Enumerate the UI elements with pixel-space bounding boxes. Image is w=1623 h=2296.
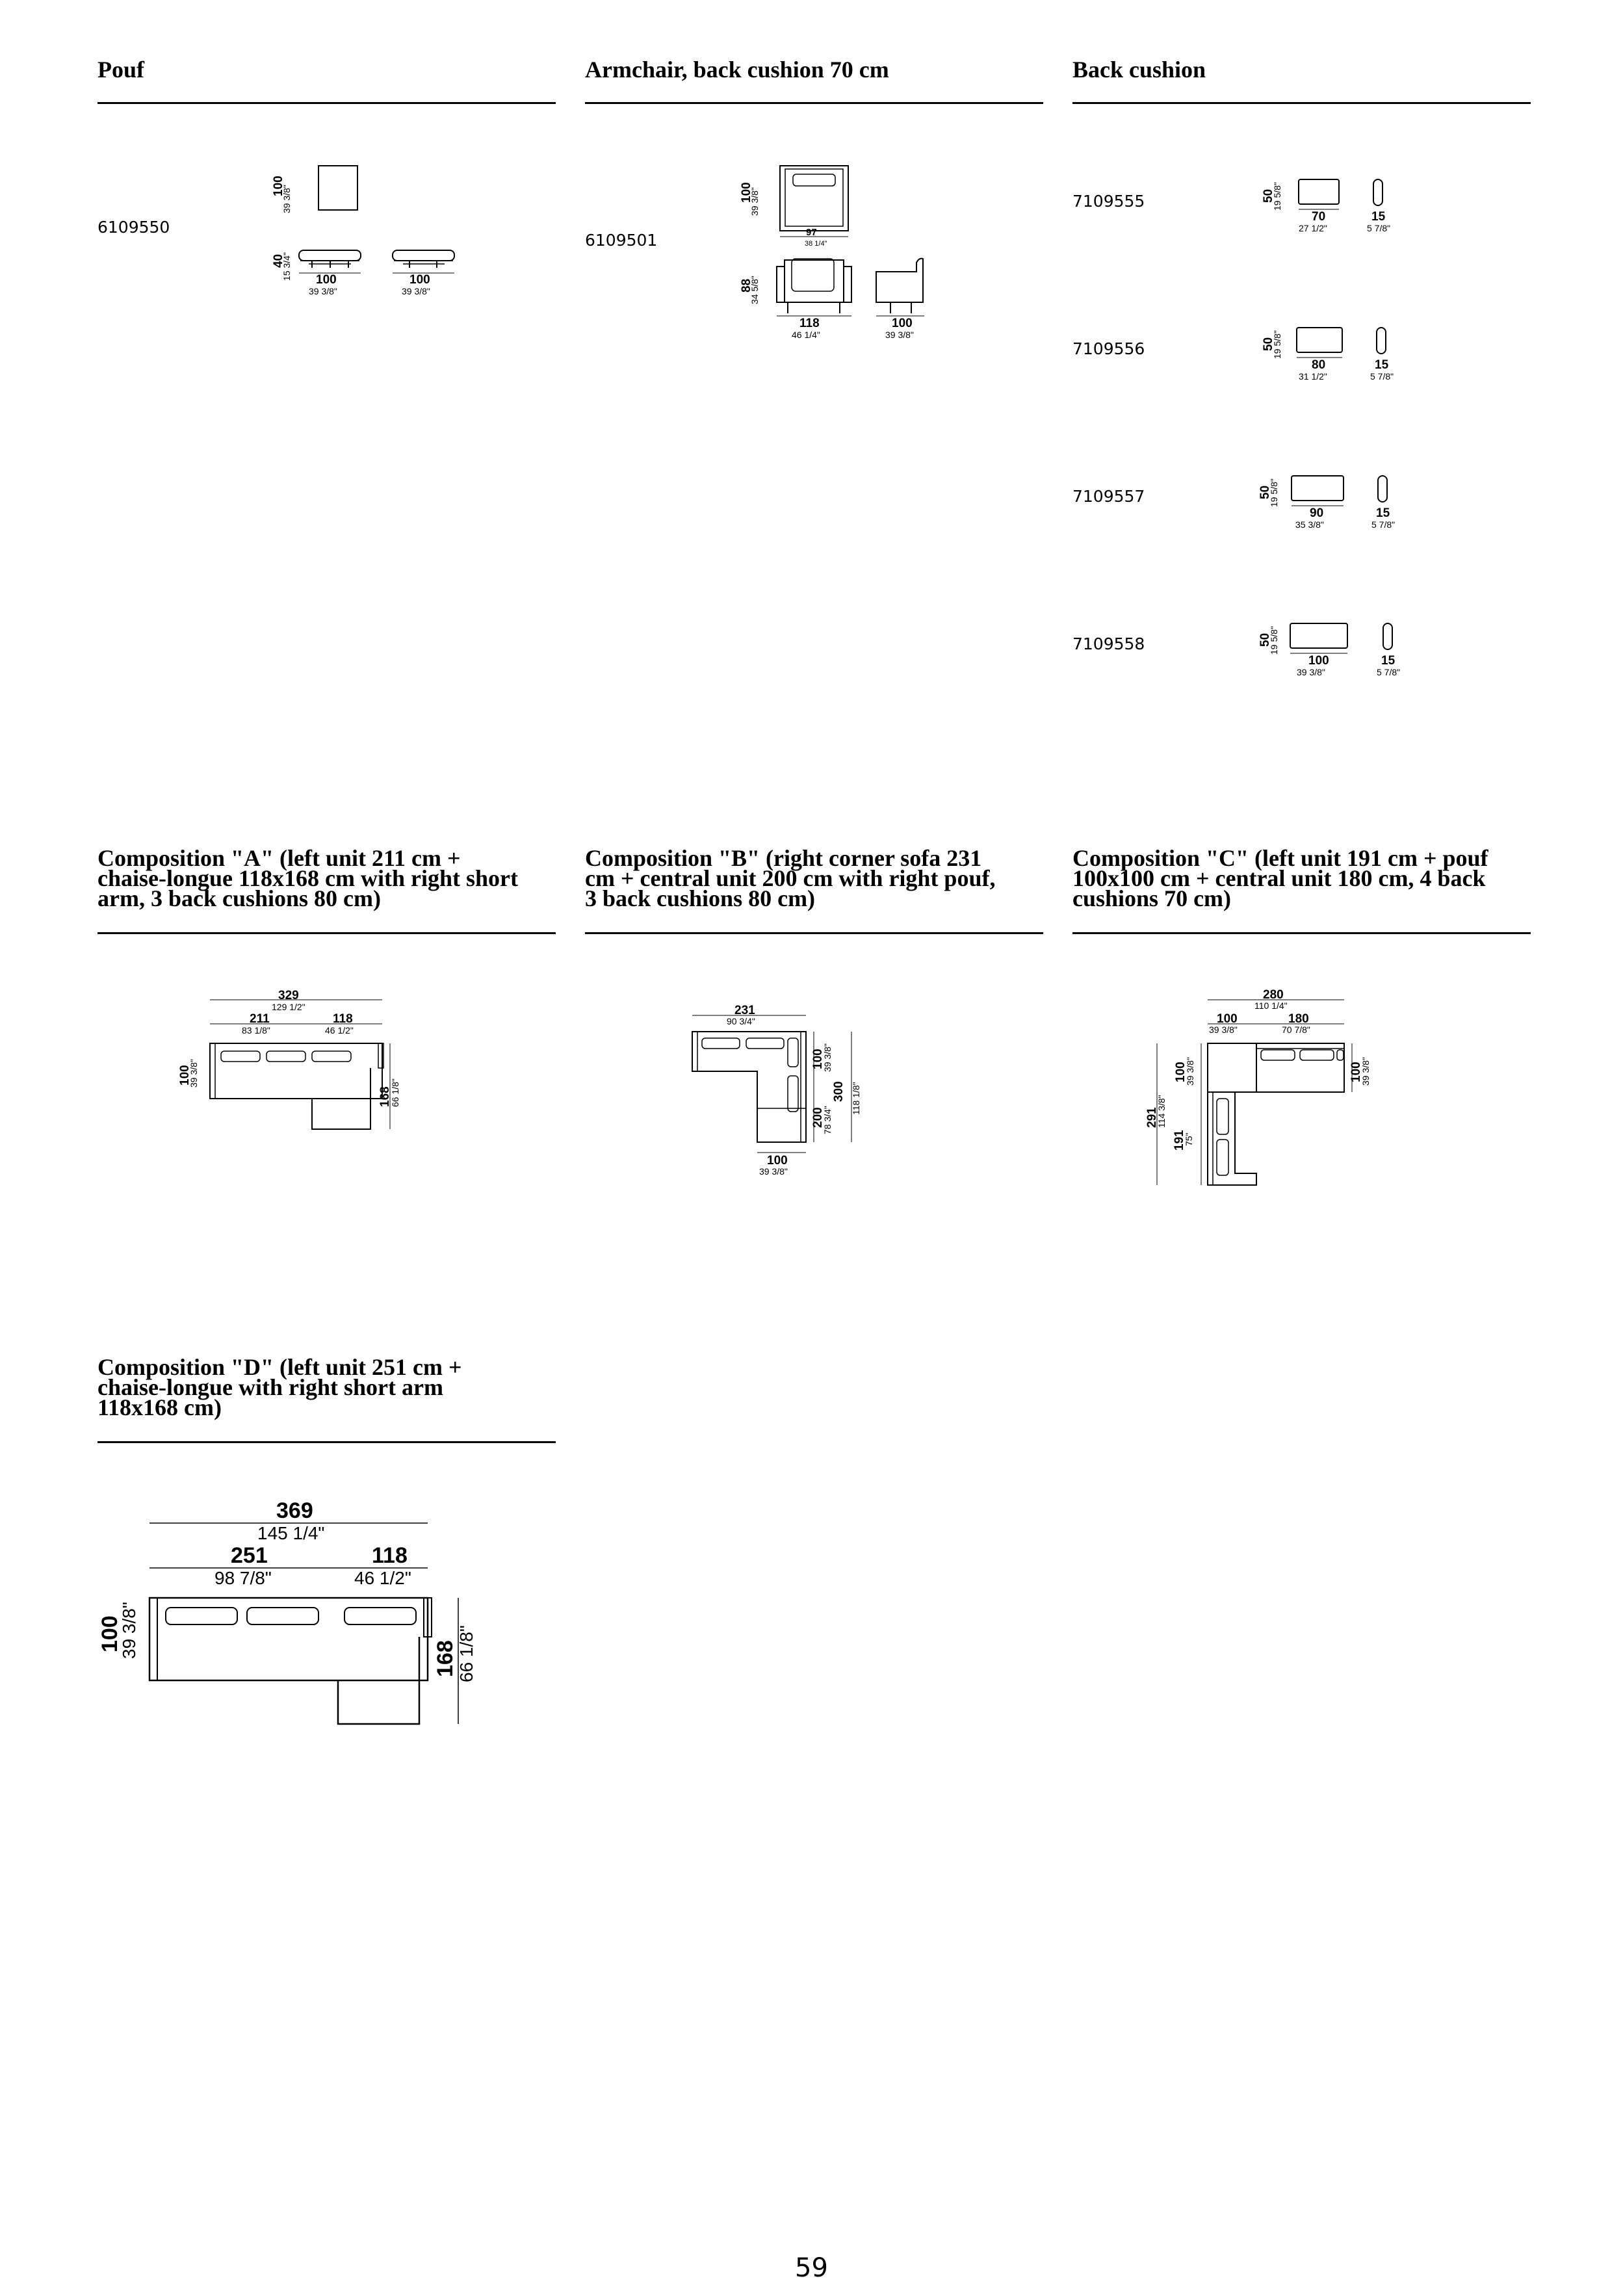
svg-text:5 7/8": 5 7/8" [1367,223,1391,233]
product-code: 7109558 [1072,634,1145,653]
svg-text:145 1/4": 145 1/4" [257,1523,325,1543]
section-title-composition-b: Composition "B" (right corner sofa 231 cm + central unit 200 cm with right pouf, 3 back cushions 80 cm) [585,845,996,911]
section-title-armchair: Armchair, back cushion 70 cm [585,57,889,83]
svg-text:191: 191 [1173,1130,1186,1151]
svg-text:50: 50 [1258,633,1272,647]
svg-text:70: 70 [1312,210,1326,224]
svg-text:211: 211 [250,1012,270,1026]
dim-inch: 15 3/4" [281,252,292,281]
svg-text:46 1/2": 46 1/2" [325,1025,354,1036]
composition-a-drawing [169,978,416,1154]
svg-text:83 1/8": 83 1/8" [242,1025,270,1036]
section-rule [1072,932,1531,934]
product-code: 6109550 [97,218,170,237]
svg-text:90: 90 [1310,506,1324,520]
svg-text:118 1/8": 118 1/8" [851,1082,861,1115]
svg-text:98 7/8": 98 7/8" [214,1568,272,1588]
product-code: 6109501 [585,231,658,250]
svg-text:19 5/8": 19 5/8" [1269,478,1279,507]
armchair-drawing [734,156,955,351]
svg-text:118: 118 [372,1543,408,1568]
svg-text:200: 200 [811,1107,825,1128]
dim-value: 100 [272,176,285,196]
product-code: 7109557 [1072,487,1145,506]
composition-c-drawing [1144,978,1391,1212]
composition-d-drawing [91,1489,507,1749]
section-rule [1072,102,1531,104]
pouf-drawing [260,156,468,319]
svg-text:39 3/8": 39 3/8" [119,1602,139,1659]
composition-b-drawing [676,978,897,1212]
dim-inch: 39 3/8" [309,286,337,296]
dim-inch: 39 3/8" [749,187,760,216]
svg-text:5 7/8": 5 7/8" [1370,371,1394,382]
svg-text:15: 15 [1371,210,1386,224]
svg-text:100: 100 [97,1615,122,1652]
svg-text:180: 180 [1288,1012,1309,1026]
svg-text:80: 80 [1312,358,1326,372]
dim-value: 88 [740,278,753,293]
svg-text:100: 100 [1217,1012,1238,1026]
product-code: 7109555 [1072,192,1145,211]
svg-text:168: 168 [433,1640,458,1677]
svg-text:70 7/8": 70 7/8" [1282,1024,1310,1035]
svg-text:66 1/8": 66 1/8" [456,1625,476,1682]
dim-inch: 39 3/8" [281,185,292,213]
svg-text:100: 100 [1308,654,1329,668]
section-rule [97,1441,556,1443]
svg-text:35 3/8": 35 3/8" [1295,519,1324,530]
svg-text:251: 251 [231,1543,268,1568]
svg-text:100: 100 [178,1065,192,1086]
svg-text:50: 50 [1262,337,1275,351]
svg-text:75": 75" [1184,1132,1194,1146]
svg-text:46 1/2": 46 1/2" [354,1568,411,1588]
dim-inch: 34 5/8" [749,276,760,304]
section-title-composition-a: Composition "A" (left unit 211 cm + chaise-longue 118x168 cm with right short arm, 3 back cushions 80 cm) [97,845,518,911]
svg-text:15: 15 [1376,506,1390,520]
dim-value: 100 [316,273,337,287]
svg-text:78 3/4": 78 3/4" [822,1106,833,1134]
section-title-pouf: Pouf [97,57,144,83]
svg-text:27 1/2": 27 1/2" [1299,223,1327,233]
svg-text:114 3/8": 114 3/8" [1156,1095,1167,1128]
svg-text:5 7/8": 5 7/8" [1377,667,1401,677]
svg-text:66 1/8": 66 1/8" [390,1078,400,1107]
svg-text:90 3/4": 90 3/4" [727,1016,755,1026]
svg-text:15: 15 [1375,358,1389,372]
section-title-composition-c: Composition "C" (left unit 191 cm + pouf 100x100 cm + central unit 180 cm, 4 back cushions 70 cm) [1072,845,1488,911]
dim-inch: 46 1/4" [792,330,820,340]
section-rule [585,102,1043,104]
svg-text:39 3/8": 39 3/8" [1185,1057,1195,1086]
svg-text:369: 369 [276,1498,313,1523]
svg-text:231: 231 [734,1004,755,1017]
section-title-back-cushion: Back cushion [1072,57,1206,83]
dim-value: 100 [892,317,913,330]
svg-text:291: 291 [1145,1107,1159,1128]
page-number: 59 [795,2253,828,2283]
svg-text:280: 280 [1263,988,1284,1002]
product-code: 7109556 [1072,339,1145,358]
svg-text:39 3/8": 39 3/8" [1209,1024,1238,1035]
dim-value: 97 [806,227,817,238]
svg-text:168: 168 [378,1086,392,1107]
section-rule [585,932,1043,934]
dim-value: 100 [409,273,430,287]
dim-value: 100 [740,182,753,203]
cushion-drawing [1251,467,1420,545]
svg-text:39 3/8": 39 3/8" [1360,1057,1371,1086]
svg-text:50: 50 [1262,189,1275,203]
svg-text:31 1/2": 31 1/2" [1299,371,1327,382]
svg-text:100: 100 [1174,1062,1188,1082]
svg-text:110 1/4": 110 1/4" [1254,1000,1288,1011]
cushion-drawing [1254,170,1423,248]
cushion-drawing [1251,614,1420,692]
svg-text:329: 329 [278,989,299,1002]
section-title-composition-d: Composition "D" (left unit 251 cm + chaise-longue with right short arm 118x168 cm) [97,1354,462,1420]
svg-text:100: 100 [811,1049,825,1069]
svg-text:39 3/8": 39 3/8" [822,1043,833,1072]
svg-text:39 3/8": 39 3/8" [759,1166,788,1177]
svg-text:300: 300 [832,1081,846,1102]
dim-inch: 39 3/8" [402,286,430,296]
dim-value: 40 [272,254,285,268]
section-rule [97,102,556,104]
svg-text:100: 100 [767,1154,788,1168]
svg-text:50: 50 [1258,485,1272,499]
svg-text:39 3/8": 39 3/8" [1297,667,1325,677]
svg-text:100: 100 [1349,1062,1363,1082]
svg-text:19 5/8": 19 5/8" [1272,182,1282,211]
svg-text:19 5/8": 19 5/8" [1269,626,1279,655]
section-rule [97,932,556,934]
svg-text:118: 118 [333,1012,353,1026]
svg-text:39 3/8": 39 3/8" [188,1059,199,1088]
cushion-drawing [1254,319,1423,397]
svg-text:5 7/8": 5 7/8" [1371,519,1396,530]
dim-inch: 38 1/4" [805,240,827,248]
svg-text:19 5/8": 19 5/8" [1272,330,1282,359]
dim-value: 118 [799,317,820,330]
svg-text:129 1/2": 129 1/2" [272,1002,305,1012]
dim-inch: 39 3/8" [885,330,914,340]
svg-text:15: 15 [1381,654,1396,668]
